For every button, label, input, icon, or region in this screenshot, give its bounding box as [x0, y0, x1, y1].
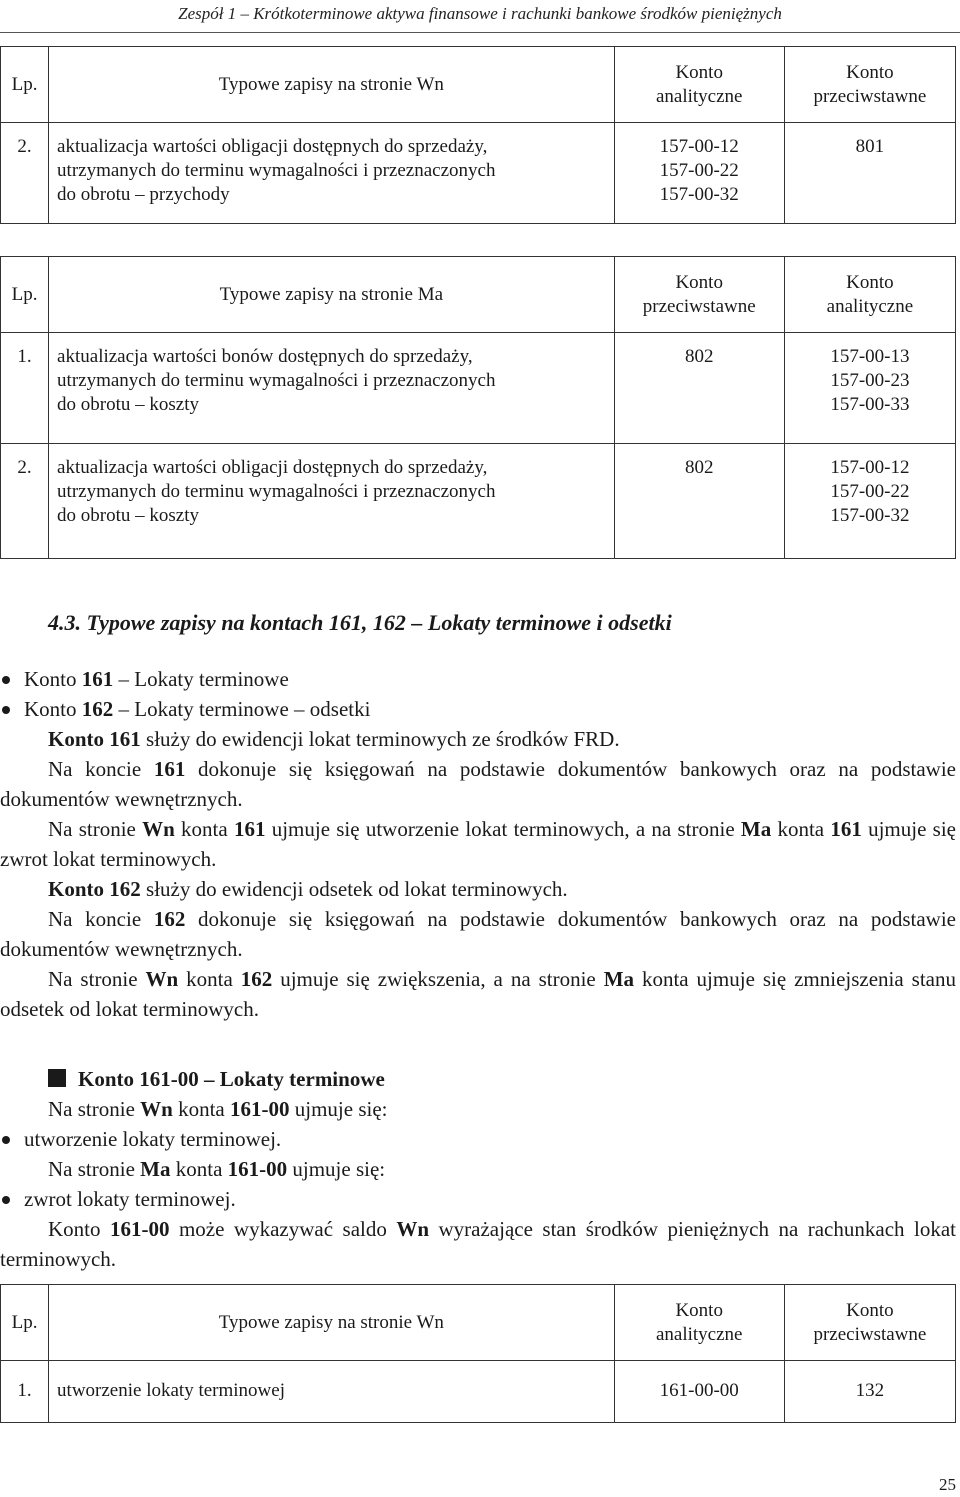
- header-lp: Lp.: [1, 47, 49, 123]
- table-wn-obligacje: [0, 46, 956, 224]
- running-header: Zespół 1 – Krótkoterminowe aktywa finansowe i rachunki bankowe środków pieniężnych: [178, 4, 782, 23]
- header-konto-przeciwstawne: Konto przeciwstawne: [614, 257, 784, 333]
- table-row: [1, 123, 956, 224]
- header-desc: Typowe zapisy na stronie Ma: [49, 257, 615, 333]
- header-desc: Typowe zapisy na stronie Wn: [49, 47, 615, 123]
- paragraph: Na koncie 162 dokonuje się księgowań na podstawie dokumentów bankowych oraz na podstawie dokumentów wewnętrznych.: [0, 907, 956, 961]
- header-lp: Lp.: [1, 1285, 49, 1361]
- row-desc: utworzenie lokaty terminowej: [49, 1361, 615, 1423]
- list-item: utworzenie lokaty terminowej.: [0, 1124, 956, 1154]
- table-row: [1, 1361, 956, 1423]
- paragraph: Na stronie Wn konta 162 ujmuje się zwiększenia, a na stronie Ma konta ujmuje się zmniejszenia stanu odsetek od lokat terminowych.: [0, 967, 956, 1021]
- row-lp: 2.: [1, 123, 49, 224]
- row-konto-przeciwstawne: 802: [614, 444, 784, 559]
- list-item: Konto 162 – Lokaty terminowe – odsetki: [0, 694, 956, 724]
- row-konto-analityczne: 157-00-13 157-00-23 157-00-33: [784, 333, 955, 444]
- page-number: 25: [939, 1475, 956, 1494]
- header-konto-analityczne: Konto analityczne: [784, 257, 955, 333]
- paragraph: Na stronie Wn konta 161-00 ujmuje się:: [48, 1097, 388, 1121]
- table-ma-aktualizacja: [0, 256, 956, 559]
- row-konto-przeciwstawne: 132: [784, 1361, 955, 1423]
- subsection-title: Konto 161-00 – Lokaty terminowe: [0, 1064, 956, 1094]
- row-lp: 1.: [1, 333, 49, 444]
- header-rule: [0, 32, 960, 33]
- header-konto-analityczne: Konto analityczne: [614, 1285, 784, 1361]
- paragraph: Konto 162 służy do ewidencji odsetek od lokat terminowych.: [48, 877, 568, 901]
- paragraph: Konto 161-00 może wykazywać saldo Wn wyrażające stan środków pieniężnych na rachunkach lokat terminowych.: [0, 1217, 956, 1271]
- table-row: [1, 333, 956, 444]
- section-body: [0, 664, 956, 1024]
- row-konto-analityczne: 157-00-12 157-00-22 157-00-32: [614, 123, 784, 224]
- table-wn-lokaty: [0, 1284, 956, 1423]
- square-bullet-icon: [48, 1069, 66, 1087]
- row-lp: 2.: [1, 444, 49, 559]
- paragraph: Na koncie 161 dokonuje się księgowań na podstawie dokumentów bankowych oraz na podstawie dokumentów wewnętrznych.: [0, 757, 956, 811]
- subsection-body: [0, 1064, 956, 1274]
- row-konto-przeciwstawne: 802: [614, 333, 784, 444]
- section-title: 4.3. Typowe zapisy na kontach 161, 162 – Lokaty terminowe i odsetki: [48, 610, 672, 635]
- row-desc: aktualizacja wartości obligacji dostępnych do sprzedaży, utrzymanych do terminu wymagalności i przeznaczonych do obrotu – koszty: [49, 444, 615, 559]
- header-konto-przeciwstawne: Konto przeciwstawne: [784, 1285, 955, 1361]
- row-desc: aktualizacja wartości obligacji dostępnych do sprzedaży, utrzymanych do terminu wymagalności i przeznaczonych do obrotu – przychody: [49, 123, 615, 224]
- table-row: [1, 444, 956, 559]
- header-desc: Typowe zapisy na stronie Wn: [49, 1285, 615, 1361]
- paragraph: Konto 161 służy do ewidencji lokat terminowych ze środków FRD.: [48, 727, 620, 751]
- row-konto-przeciwstawne: 801: [784, 123, 955, 224]
- list-item: zwrot lokaty terminowej.: [0, 1184, 956, 1214]
- header-lp: Lp.: [1, 257, 49, 333]
- header-konto-analityczne: Konto analityczne: [614, 47, 784, 123]
- paragraph: Na stronie Wn konta 161 ujmuje się utworzenie lokat terminowych, a na stronie Ma konta 161 ujmuje się zwrot lokat terminowych.: [0, 817, 956, 871]
- paragraph: Na stronie Ma konta 161-00 ujmuje się:: [48, 1157, 386, 1181]
- row-konto-analityczne: 157-00-12 157-00-22 157-00-32: [784, 444, 955, 559]
- header-konto-przeciwstawne: Konto przeciwstawne: [784, 47, 955, 123]
- row-desc: aktualizacja wartości bonów dostępnych do sprzedaży, utrzymanych do terminu wymagalności i przeznaczonych do obrotu – koszty: [49, 333, 615, 444]
- row-konto-analityczne: 161-00-00: [614, 1361, 784, 1423]
- list-item: Konto 161 – Lokaty terminowe: [0, 664, 956, 694]
- row-lp: 1.: [1, 1361, 49, 1423]
